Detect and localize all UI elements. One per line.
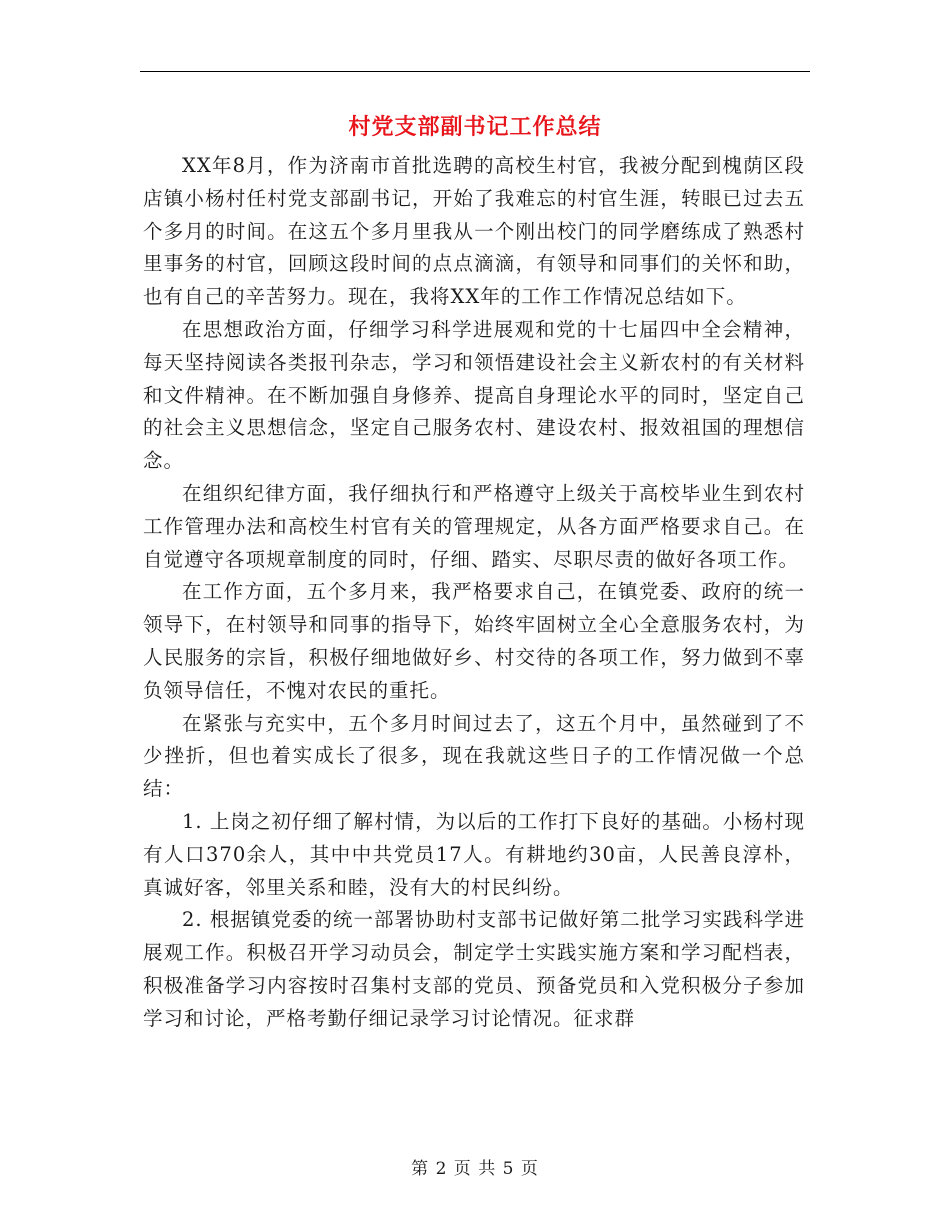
paragraph-discipline: 在组织纪律方面，我仔细执行和严格遵守上级关于高校毕业生到农村工作管理办法和高校生村官有关的管理规定，从各方面严格要求自己。在自觉遵守各项规章制度的同时，仔细、踏实、尽职尽责的做好各项工作。 xyxy=(143,481,805,571)
paragraph-intro: XX年8月，作为济南市首批选聘的高校生村官，我被分配到槐荫区段店镇小杨村任村党支部副书记，开始了我难忘的村官生涯，转眼已过去五个多月的时间。在这五个多月里我从一个刚出校门的同学磨练成了熟悉村里事务的村官，回顾这段时间的点点滴滴，有领导和同事们的关怀和助，也有自己的辛苦努力。现在，我将XX年的工作工作情况总结如下。 xyxy=(143,154,805,309)
paragraph-item-1: 1. 上岗之初仔细了解村情，为以后的工作打下良好的基础。小杨村现有人口370余人，其中中共党员17人。有耕地约30亩，人民善良淳朴，真诚好客，邻里关系和睦，没有大的村民纠纷。 xyxy=(143,809,805,899)
document-title: 村党支部副书记工作总结 xyxy=(348,115,602,140)
header-rule xyxy=(140,71,810,72)
paragraph-political: 在思想政治方面，仔细学习科学进展观和党的十七届四中全会精神，每天坚持阅读各类报刊杂志，学习和领悟建设社会主义新农村的有关材料和文件精神。在不断加强自身修养、提高自身理论水平的同时，坚定自己的社会主义思想信念，坚定自己服务农村、建设农村、报效祖国的理想信念。 xyxy=(143,317,805,473)
paragraph-work: 在工作方面，五个多月来，我严格要求自己，在镇党委、政府的统一领导下，在村领导和同事的指导下，始终牢固树立全心全意服务农村，为人民服务的宗旨，积极仔细地做好乡、村交待的各项工作，努力做到不辜负领导信任，不愧对农民的重托。 xyxy=(143,580,805,702)
page-number: 第 2 页 共 5 页 xyxy=(411,1159,539,1179)
paragraph-item-2: 2. 根据镇党委的统一部署协助村支部书记做好第二批学习实践科学进展观工作。积极召开学习动员会，制定学士实践实施方案和学习配档表，积极准备学习内容按时召集村支部的党员、预备党员和入党积极分子参加学习和讨论，严格考勤仔细记录学习讨论情况。征求群 xyxy=(143,908,805,1030)
document-body xyxy=(143,150,805,1036)
paragraph-summary-intro: 在紧张与充实中，五个多月时间过去了，这五个月中，虽然碰到了不少挫折，但也着实成长了很多，现在我就这些日子的工作情况做一个总结： xyxy=(143,711,805,801)
